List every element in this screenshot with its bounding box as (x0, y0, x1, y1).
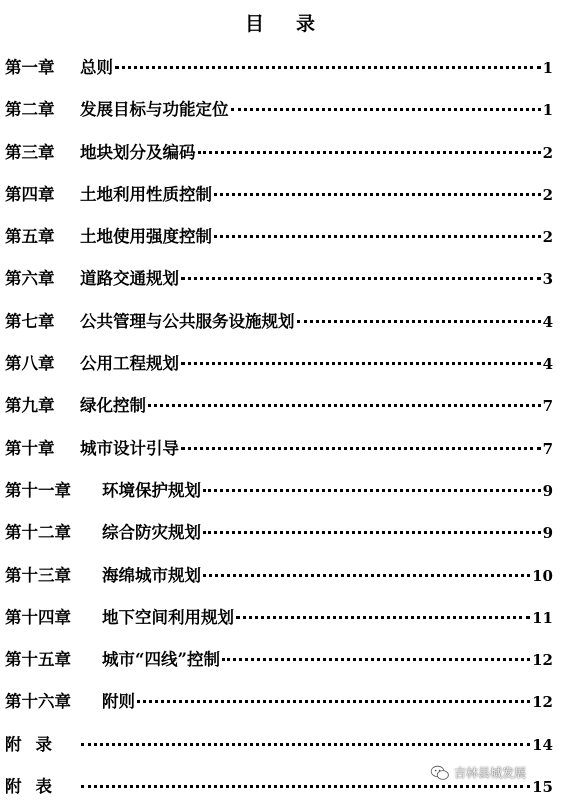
toc-entry-number: 第十六章 (5, 692, 71, 712)
toc-entry-number: 第四章 (5, 184, 55, 204)
toc-entry[interactable] (5, 681, 553, 723)
toc-entry[interactable] (5, 470, 553, 512)
toc-entry-title: 地块划分及编码 (80, 142, 196, 162)
toc-entry[interactable] (5, 89, 553, 131)
dot-leader (81, 785, 530, 788)
toc-entry-page: 4 (542, 355, 553, 374)
toc-entry-page: 1 (542, 101, 553, 120)
toc-entry-number: 第六章 (5, 269, 55, 289)
toc-entry-title: 地下空间利用规划 (102, 607, 234, 627)
toc-entry-number: 第七章 (5, 311, 55, 331)
toc-title-left: 目 (244, 13, 266, 35)
toc-entry-number: 第九章 (5, 396, 55, 416)
dot-leader (181, 277, 541, 280)
toc-entry-page: 7 (542, 397, 553, 416)
toc-entry[interactable] (5, 428, 553, 470)
dot-leader (148, 404, 541, 407)
toc-entry-title: 环境保护规划 (102, 480, 201, 500)
toc-entry-number: 第十三章 (5, 565, 71, 585)
toc-entry-page: 14 (532, 735, 553, 754)
toc-title-right: 录 (296, 13, 318, 35)
toc-entry-number: 第十四章 (5, 607, 71, 627)
dot-leader (181, 362, 541, 365)
toc-entry-number: 附录 (5, 734, 66, 754)
toc-entry-page: 2 (542, 143, 553, 162)
toc-entry-number: 第八章 (5, 354, 55, 374)
dot-leader (214, 193, 541, 196)
dot-leader (198, 151, 541, 154)
toc-entry-page: 11 (532, 608, 553, 627)
wechat-icon (430, 765, 450, 781)
dot-leader (203, 531, 541, 534)
dot-leader (81, 743, 530, 746)
toc-entry-title: 城市“四线”控制 (102, 650, 220, 670)
dot-leader (297, 320, 541, 323)
toc-entry[interactable] (5, 258, 553, 300)
toc-entry-title: 公用工程规划 (80, 354, 179, 374)
toc-entry[interactable] (5, 47, 553, 89)
toc-entry-title: 发展目标与功能定位 (80, 100, 229, 120)
toc-list (5, 47, 553, 808)
toc-entry-title: 公共管理与公共服务设施规划 (80, 311, 295, 331)
toc-entry-number: 第十章 (5, 438, 55, 458)
toc-entry-number: 第一章 (5, 58, 55, 77)
toc-entry-number: 附表 (5, 777, 66, 797)
toc-entry-page: 2 (542, 228, 553, 247)
dot-leader (236, 616, 530, 619)
toc-entry-number: 第三章 (5, 142, 55, 162)
toc-entry-number: 第五章 (5, 227, 55, 247)
toc-entry-title: 土地利用性质控制 (80, 184, 212, 204)
toc-entry[interactable] (5, 174, 553, 216)
toc-entry-title: 综合防灾规划 (102, 523, 201, 543)
toc-entry-page: 12 (532, 693, 553, 712)
toc-entry-title: 附则 (102, 692, 135, 712)
dot-leader (137, 700, 530, 703)
toc-entry-page: 9 (542, 524, 553, 543)
toc-entry-title: 海绵城市规划 (102, 565, 201, 585)
toc-entry[interactable] (5, 639, 553, 681)
toc-entry-title: 城市设计引导 (80, 438, 179, 458)
toc-entry[interactable] (5, 301, 553, 343)
toc-entry-number: 第二章 (5, 100, 55, 120)
dot-leader (203, 489, 541, 492)
toc-entry[interactable] (5, 343, 553, 385)
toc-title (0, 9, 562, 36)
toc-entry[interactable] (5, 132, 553, 174)
dot-leader (214, 235, 541, 238)
toc-entry[interactable] (5, 216, 553, 258)
toc-entry[interactable] (5, 724, 553, 766)
toc-entry-page: 12 (532, 651, 553, 670)
dot-leader (181, 447, 541, 450)
toc-entry-page: 4 (542, 312, 553, 331)
toc-entry-page: 2 (542, 185, 553, 204)
toc-entry[interactable] (5, 597, 553, 639)
toc-entry-page: 3 (542, 270, 553, 289)
dot-leader (203, 574, 530, 577)
toc-entry-number: 第十一章 (5, 480, 71, 500)
toc-entry[interactable] (5, 555, 553, 597)
toc-entry-page: 1 (542, 59, 553, 77)
watermark (430, 764, 526, 781)
toc-entry-page: 9 (542, 481, 553, 500)
toc-entry[interactable] (5, 385, 553, 427)
dot-leader (115, 66, 541, 69)
dot-leader (222, 658, 530, 661)
toc-entry-page: 7 (542, 439, 553, 458)
toc-entry[interactable] (5, 512, 553, 554)
toc-entry-title: 道路交通规划 (80, 269, 179, 289)
toc-entry-number: 第十二章 (5, 523, 71, 543)
watermark-text: 吉林县城发展 (454, 766, 527, 780)
toc-entry-number: 第十五章 (5, 650, 71, 670)
toc-entry-title: 土地使用强度控制 (80, 227, 212, 247)
dot-leader (231, 108, 541, 111)
toc-entry-page: 15 (532, 778, 553, 797)
toc-entry-title: 绿化控制 (80, 396, 146, 416)
toc-entry-title: 总则 (80, 58, 113, 77)
toc-entry-page: 10 (532, 566, 553, 585)
